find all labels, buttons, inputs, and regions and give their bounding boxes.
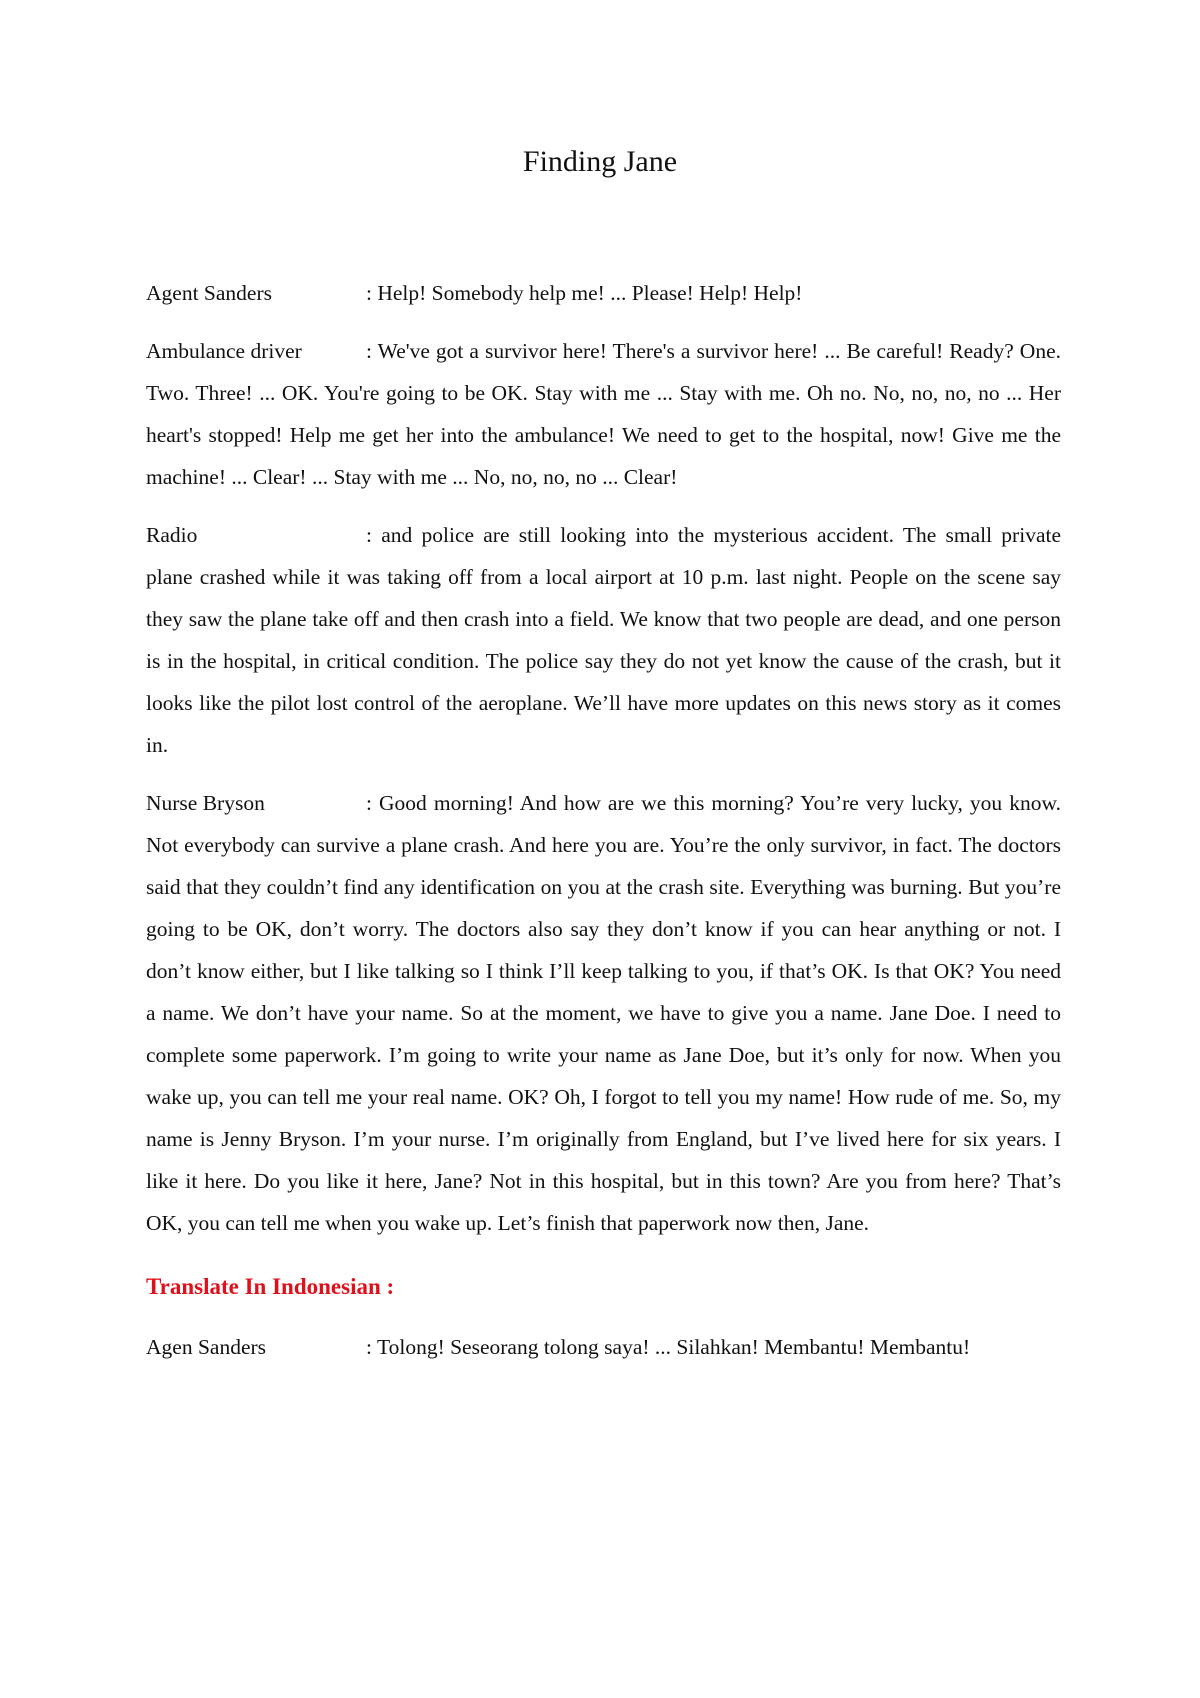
- speaker-name: Nurse Bryson: [146, 791, 265, 815]
- dialogue-text: : and police are still looking into the mysterious accident. The small private plane crashed while it was taking off from a local airport at 10 p.m. last night. People on the scene say they saw the plane take off and then crash into a field. We know that two people are dead, and one person is in the hospital, in critical condition. The police say they do not yet know the cause of the crash, but it looks like the pilot lost control of the aeroplane. We’ll have more updates on this news story as it comes in.: [146, 523, 1061, 757]
- dialogue-entry-nurse-bryson: [146, 782, 1061, 1244]
- speaker-name: Agen Sanders: [146, 1335, 267, 1359]
- dialogue-entry-radio: [146, 514, 1061, 766]
- speaker-name: Agent Sanders: [146, 281, 272, 305]
- speaker-name: Radio: [146, 523, 198, 547]
- speaker-name: Ambulance driver: [146, 339, 302, 363]
- dialogue-entry-ambulance-driver: [146, 330, 1061, 498]
- dialogue-text: : We've got a survivor here! There's a survivor here! ... Be careful! Ready? One. Two. Three! ... OK. You're going to be OK. Stay with me ... Stay with me. Oh no. No, no, no, no ... Her heart's stopped! Help me get her into the ambulance! We need to get to the hospital, now! Give me the machine! ... Clear! ... Stay with me ... No, no, no, no ... Clear!: [146, 339, 1061, 489]
- translation-heading: Translate In Indonesian :: [146, 1274, 395, 1299]
- document-body: [146, 272, 1061, 1384]
- translation-text: : Tolong! Seseorang tolong saya! ... Silahkan! Membantu! Membantu!: [366, 1335, 971, 1359]
- dialogue-text: : Good morning! And how are we this morning? You’re very lucky, you know. Not everybody can survive a plane crash. And here you are. You’re the only survivor, in fact. The doctors said that they couldn’t find any identification on you at the crash site. Everything was burning. But you’re going to be OK, don’t worry. The doctors also say they don’t know if you can hear anything or not. I don’t know either, but I like talking so I think I’ll keep talking to you, if that’s OK. Is that OK? You need a name. We don’t have your name. So at the moment, we have to give you a name. Jane Doe. I need to complete some paperwork. I’m going to write your name as Jane Doe, but it’s only for now. When you wake up, you can tell me your real name. OK? Oh, I forgot to tell you my name! How rude of me. So, my name is Jenny Bryson. I’m your nurse. I’m originally from England, but I’ve lived here for six years. I like it here. Do you like it here, Jane? Not in this hospital, but in this town? Are you from here? That’s OK, you can tell me when you wake up. Let’s finish that paperwork now then, Jane.: [146, 791, 1061, 1235]
- document-title: Finding Jane: [522, 145, 678, 178]
- translation-entry-agen-sanders: [146, 1326, 1061, 1368]
- dialogue-text: : Help! Somebody help me! ... Please! Help! Help!: [366, 281, 803, 305]
- dialogue-entry-agent-sanders: [146, 272, 1061, 314]
